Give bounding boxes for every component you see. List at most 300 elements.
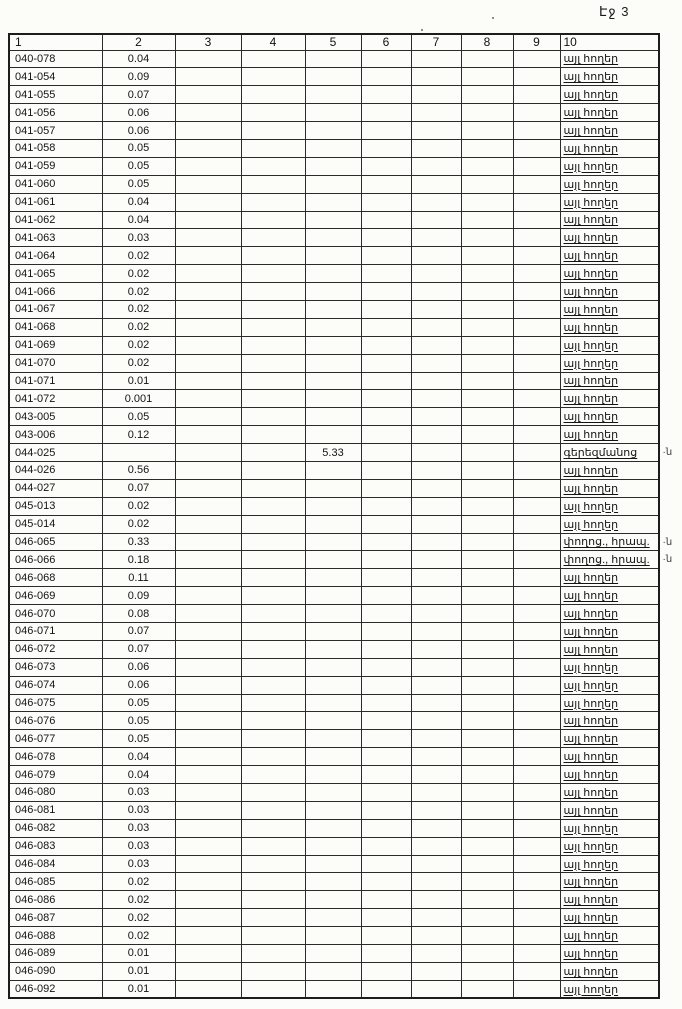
area-value-cell: 0.05 (102, 694, 175, 712)
margin-note: ·ն (662, 554, 673, 566)
empty-cell (411, 265, 461, 283)
land-type-cell (560, 694, 659, 712)
empty-cell (461, 730, 513, 748)
land-type-cell (560, 157, 659, 175)
parcel-code-cell: 041-062 (9, 211, 102, 229)
empty-cell (411, 211, 461, 229)
empty-cell (411, 193, 461, 211)
land-type-label: փողոց., հրապ. (563, 554, 650, 567)
empty-cell (175, 265, 241, 283)
land-type-label: գերեզմանոց (563, 447, 638, 460)
empty-cell (461, 461, 513, 479)
land-type-cell (560, 50, 659, 68)
land-type-label: այլ հողեր (563, 196, 619, 209)
area-value-cell: 0.06 (102, 122, 175, 140)
empty-cell (461, 605, 513, 623)
table-row (9, 300, 659, 318)
column5-value-cell (305, 640, 361, 658)
table-body (9, 50, 673, 998)
table-row (9, 801, 659, 819)
empty-cell (361, 658, 411, 676)
empty-cell (361, 640, 411, 658)
parcel-code-cell: 046-092 (9, 980, 102, 998)
land-type-cell (560, 461, 659, 479)
empty-cell (175, 784, 241, 802)
column-header-8: 8 (461, 34, 513, 50)
land-type-cell (560, 801, 659, 819)
empty-cell (361, 426, 411, 444)
land-type-label: այլ հողեր (563, 608, 619, 621)
table-row (9, 640, 659, 658)
land-type-label: այլ հողեր (563, 733, 619, 746)
column5-value-cell (305, 372, 361, 390)
empty-cell (361, 336, 411, 354)
land-type-label: այլ հողեր (563, 590, 619, 603)
land-type-label: այլ հողեր (563, 71, 619, 84)
empty-cell (513, 819, 560, 837)
land-type-cell (560, 479, 659, 497)
column5-value-cell (305, 801, 361, 819)
table-row (9, 336, 659, 354)
empty-cell (411, 444, 461, 462)
table-row (9, 909, 659, 927)
area-value-cell: 0.02 (102, 515, 175, 533)
empty-cell (175, 605, 241, 623)
empty-cell (461, 927, 513, 945)
land-type-cell (560, 855, 659, 873)
column5-value-cell (305, 461, 361, 479)
empty-cell (513, 694, 560, 712)
empty-cell (461, 712, 513, 730)
empty-cell (241, 68, 305, 86)
land-type-label: այլ հողեր (563, 751, 619, 764)
empty-cell (241, 515, 305, 533)
column5-value-cell (305, 945, 361, 963)
empty-cell (175, 68, 241, 86)
empty-cell (241, 229, 305, 247)
column5-value-cell (305, 533, 361, 551)
empty-cell (513, 68, 560, 86)
table-row (9, 748, 659, 766)
empty-cell (461, 122, 513, 140)
empty-cell (241, 318, 305, 336)
empty-cell (411, 873, 461, 891)
empty-cell (175, 748, 241, 766)
column5-value-cell (305, 50, 361, 68)
empty-cell (461, 855, 513, 873)
empty-cell (461, 497, 513, 515)
parcel-code-cell: 046-089 (9, 945, 102, 963)
land-type-cell (560, 730, 659, 748)
empty-cell (361, 676, 411, 694)
empty-cell (175, 569, 241, 587)
column5-value-cell (305, 676, 361, 694)
parcel-code-cell: 041-056 (9, 104, 102, 122)
empty-cell (513, 444, 560, 462)
parcel-code-cell: 046-076 (9, 712, 102, 730)
area-value-cell: 0.05 (102, 730, 175, 748)
empty-cell (513, 909, 560, 927)
parcel-code-cell: 046-069 (9, 587, 102, 605)
page-number-label: Էջ 3 (599, 4, 630, 19)
empty-cell (175, 175, 241, 193)
land-type-cell (560, 497, 659, 515)
land-type-cell (560, 104, 659, 122)
empty-cell (175, 86, 241, 104)
parcel-code-cell: 044-027 (9, 479, 102, 497)
column5-value-cell (305, 587, 361, 605)
empty-cell (461, 211, 513, 229)
empty-cell (175, 891, 241, 909)
column5-value-cell (305, 855, 361, 873)
land-type-label: այլ հողեր (563, 500, 619, 513)
empty-cell (241, 336, 305, 354)
land-type-label: այլ հողեր (563, 572, 619, 585)
empty-cell (461, 748, 513, 766)
table-row (9, 122, 659, 140)
empty-cell (411, 300, 461, 318)
empty-cell (175, 927, 241, 945)
parcel-code-cell: 041-057 (9, 122, 102, 140)
parcel-code-cell: 046-087 (9, 909, 102, 927)
empty-cell (411, 390, 461, 408)
empty-cell (361, 623, 411, 641)
empty-cell (241, 247, 305, 265)
empty-cell (411, 408, 461, 426)
land-type-label: այլ հողեր (563, 965, 619, 978)
empty-cell (461, 104, 513, 122)
column5-value-cell (305, 694, 361, 712)
empty-cell (513, 587, 560, 605)
land-type-cell (560, 139, 659, 157)
empty-cell (241, 766, 305, 784)
empty-cell (361, 318, 411, 336)
empty-cell (361, 712, 411, 730)
table-row (9, 247, 659, 265)
table-row (9, 68, 659, 86)
empty-cell (461, 390, 513, 408)
empty-cell (241, 300, 305, 318)
empty-cell (241, 551, 305, 569)
area-value-cell: 0.06 (102, 658, 175, 676)
parcel-code-cell: 041-068 (9, 318, 102, 336)
table-row (9, 712, 659, 730)
parcel-code-cell: 046-068 (9, 569, 102, 587)
land-type-label: այլ հողեր (563, 482, 619, 495)
empty-cell (175, 104, 241, 122)
table-row (9, 283, 659, 301)
column-header-5: 5 (305, 34, 361, 50)
empty-cell (411, 515, 461, 533)
parcel-code-cell: 041-055 (9, 86, 102, 104)
empty-cell (411, 980, 461, 998)
land-type-label: այլ հողեր (563, 268, 619, 281)
column5-value-cell (305, 247, 361, 265)
empty-cell (513, 426, 560, 444)
empty-cell (361, 211, 411, 229)
table-row (9, 945, 659, 963)
land-type-label: այլ հողեր (563, 518, 619, 531)
empty-cell (513, 157, 560, 175)
parcel-code-cell: 045-013 (9, 497, 102, 515)
table-row (9, 784, 659, 802)
table-row (9, 605, 659, 623)
table-row (9, 265, 659, 283)
empty-cell (411, 891, 461, 909)
empty-cell (241, 909, 305, 927)
table-row (9, 390, 659, 408)
parcel-code-cell: 040-078 (9, 50, 102, 68)
empty-cell (411, 122, 461, 140)
empty-cell (241, 927, 305, 945)
empty-cell (411, 962, 461, 980)
land-type-label: այլ հողեր (563, 321, 619, 334)
column5-value-cell (305, 784, 361, 802)
empty-cell (513, 104, 560, 122)
empty-cell (241, 497, 305, 515)
parcel-code-cell: 046-077 (9, 730, 102, 748)
empty-cell (175, 50, 241, 68)
empty-cell (241, 354, 305, 372)
empty-cell (175, 390, 241, 408)
header-row (9, 34, 659, 50)
table-row (9, 766, 659, 784)
empty-cell (175, 712, 241, 730)
land-type-cell (560, 444, 673, 462)
empty-cell (175, 837, 241, 855)
land-type-cell (560, 748, 659, 766)
column5-value-cell (305, 193, 361, 211)
empty-cell (241, 569, 305, 587)
table-row (9, 86, 659, 104)
empty-cell (175, 855, 241, 873)
land-type-label: այլ հողեր (563, 876, 619, 889)
table-row (9, 139, 659, 157)
empty-cell (513, 855, 560, 873)
empty-cell (513, 676, 560, 694)
land-type-cell (560, 175, 659, 193)
column5-value-cell (305, 426, 361, 444)
empty-cell (241, 122, 305, 140)
table-row (9, 211, 659, 229)
empty-cell (513, 605, 560, 623)
empty-cell (241, 855, 305, 873)
empty-cell (461, 68, 513, 86)
empty-cell (461, 86, 513, 104)
area-value-cell: 0.18 (102, 551, 175, 569)
land-type-cell (560, 676, 659, 694)
empty-cell (361, 873, 411, 891)
empty-cell (411, 569, 461, 587)
empty-cell (361, 86, 411, 104)
land-type-label: այլ հողեր (563, 232, 619, 245)
empty-cell (461, 157, 513, 175)
empty-cell (411, 461, 461, 479)
empty-cell (361, 980, 411, 998)
empty-cell (241, 623, 305, 641)
land-type-cell (560, 283, 659, 301)
column5-value-cell: 5.33 (305, 444, 361, 462)
parcel-code-cell: 041-067 (9, 300, 102, 318)
column-header-4: 4 (241, 34, 305, 50)
area-value-cell: 0.03 (102, 819, 175, 837)
empty-cell (361, 139, 411, 157)
column5-value-cell (305, 551, 361, 569)
scan-speck (421, 29, 423, 31)
empty-cell (241, 605, 305, 623)
land-type-label: այլ հողեր (563, 679, 619, 692)
column5-value-cell (305, 175, 361, 193)
table-row (9, 104, 659, 122)
column-header-10: 10 (560, 34, 659, 50)
empty-cell (241, 587, 305, 605)
land-type-label: այլ հողեր (563, 429, 619, 442)
parcel-code-cell: 043-005 (9, 408, 102, 426)
land-type-label: փողոց., հրապ. (563, 536, 650, 549)
empty-cell (175, 283, 241, 301)
empty-cell (461, 640, 513, 658)
column5-value-cell (305, 909, 361, 927)
empty-cell (361, 372, 411, 390)
land-type-cell (560, 533, 673, 551)
column5-value-cell (305, 229, 361, 247)
land-type-label: այլ հողեր (563, 822, 619, 835)
empty-cell (241, 891, 305, 909)
table-row (9, 891, 659, 909)
empty-cell (361, 104, 411, 122)
scan-speck (492, 17, 494, 19)
table-row (9, 193, 659, 211)
margin-note: ·ն (662, 536, 673, 548)
table-row (9, 819, 659, 837)
area-value-cell: 0.07 (102, 479, 175, 497)
table-row (9, 50, 659, 68)
land-type-cell (560, 372, 659, 390)
column5-value-cell (305, 390, 361, 408)
column5-value-cell (305, 104, 361, 122)
empty-cell (241, 694, 305, 712)
empty-cell (241, 533, 305, 551)
empty-cell (513, 211, 560, 229)
empty-cell (513, 640, 560, 658)
parcel-code-cell: 046-084 (9, 855, 102, 873)
column5-value-cell (305, 927, 361, 945)
empty-cell (513, 247, 560, 265)
land-type-cell (560, 390, 659, 408)
empty-cell (461, 193, 513, 211)
empty-cell (513, 927, 560, 945)
empty-cell (513, 354, 560, 372)
empty-cell (411, 479, 461, 497)
land-type-label: այլ հողեր (563, 912, 619, 925)
land-type-cell (560, 819, 659, 837)
land-type-label: այլ հողեր (563, 303, 619, 316)
area-value-cell: 0.02 (102, 300, 175, 318)
empty-cell (175, 766, 241, 784)
land-type-label: այլ հողեր (563, 840, 619, 853)
area-value-cell: 0.05 (102, 712, 175, 730)
empty-cell (461, 587, 513, 605)
empty-cell (411, 175, 461, 193)
table-row (9, 676, 659, 694)
empty-cell (461, 873, 513, 891)
empty-cell (461, 694, 513, 712)
column5-value-cell (305, 354, 361, 372)
area-value-cell: 0.02 (102, 265, 175, 283)
area-value-cell: 0.01 (102, 980, 175, 998)
table-row (9, 855, 659, 873)
empty-cell (513, 229, 560, 247)
empty-cell (175, 587, 241, 605)
empty-cell (411, 50, 461, 68)
column5-value-cell (305, 497, 361, 515)
empty-cell (361, 855, 411, 873)
empty-cell (361, 533, 411, 551)
table-row (9, 837, 659, 855)
empty-cell (411, 605, 461, 623)
empty-cell (241, 479, 305, 497)
empty-cell (513, 122, 560, 140)
empty-cell (461, 801, 513, 819)
empty-cell (175, 694, 241, 712)
empty-cell (361, 300, 411, 318)
empty-cell (513, 801, 560, 819)
empty-cell (175, 157, 241, 175)
empty-cell (461, 479, 513, 497)
land-type-cell (560, 873, 659, 891)
column5-value-cell (305, 283, 361, 301)
empty-cell (361, 819, 411, 837)
area-value-cell: 0.05 (102, 408, 175, 426)
parcel-code-cell: 045-014 (9, 515, 102, 533)
land-type-cell (560, 354, 659, 372)
land-type-label: այլ հողեր (563, 107, 619, 120)
column5-value-cell (305, 86, 361, 104)
land-type-cell (560, 623, 659, 641)
parcel-code-cell: 046-088 (9, 927, 102, 945)
empty-cell (461, 945, 513, 963)
land-type-label: այլ հողեր (563, 339, 619, 352)
empty-cell (411, 157, 461, 175)
area-value-cell: 0.04 (102, 766, 175, 784)
table-row (9, 533, 659, 551)
empty-cell (175, 819, 241, 837)
empty-cell (461, 229, 513, 247)
empty-cell (175, 479, 241, 497)
empty-cell (361, 837, 411, 855)
parcel-code-cell: 041-071 (9, 372, 102, 390)
area-value-cell: 0.01 (102, 945, 175, 963)
parcel-code-cell: 046-074 (9, 676, 102, 694)
area-value-cell: 0.02 (102, 336, 175, 354)
empty-cell (513, 318, 560, 336)
empty-cell (361, 390, 411, 408)
empty-cell (411, 945, 461, 963)
empty-cell (361, 766, 411, 784)
column5-value-cell (305, 623, 361, 641)
table-row (9, 157, 659, 175)
column5-value-cell (305, 515, 361, 533)
table-row (9, 354, 659, 372)
land-type-label: այլ հողեր (563, 643, 619, 656)
land-type-label: այլ հողեր (563, 697, 619, 710)
column5-value-cell (305, 748, 361, 766)
empty-cell (461, 265, 513, 283)
parcel-code-cell: 046-082 (9, 819, 102, 837)
parcel-code-cell: 046-086 (9, 891, 102, 909)
empty-cell (241, 444, 305, 462)
empty-cell (411, 712, 461, 730)
